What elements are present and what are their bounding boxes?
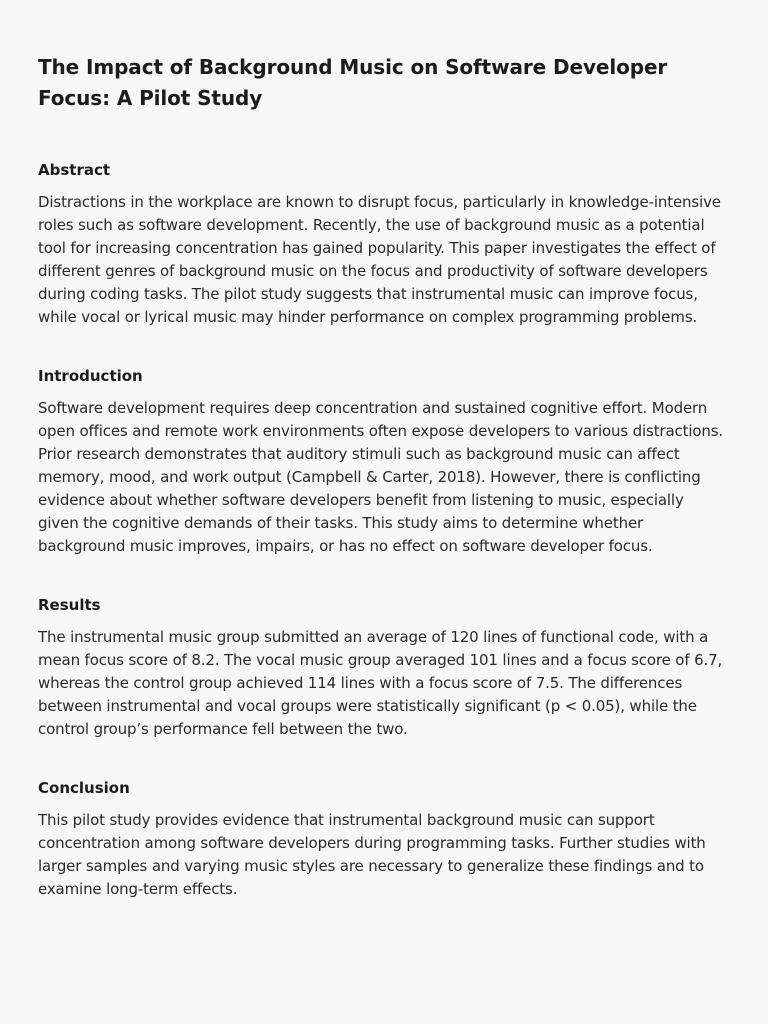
section-results [38, 595, 724, 741]
section-body-conclusion: This pilot study provides evidence that instrumental background music can support concentration among software developers during programming tasks. Further studies with larger samples and varying music styles are necessary to generalize these findings and to examine long-term effects. [38, 811, 706, 898]
section-conclusion [38, 778, 724, 901]
paper-title: The Impact of Background Music on Software Developer Focus: A Pilot Study [38, 55, 668, 110]
section-body-results: The instrumental music group submitted an average of 120 lines of functional code, with a mean focus score of 8.2. The vocal music group averaged 101 lines and a focus score of 6.7, whereas the control group achieved 114 lines with a focus score of 7.5. The differences between instrumental and vocal groups were statistically significant (p < 0.05), while the control group’s performance fell between the two. [38, 628, 723, 738]
section-body-abstract: Distractions in the workplace are known to disrupt focus, particularly in knowledge-intensive roles such as software development. Recently, the use of background music as a potential tool for increasing concentration has gained popularity. This paper investigates the effect of different genres of background music on the focus and productivity of software developers during coding tasks. The pilot study suggests that instrumental music can improve focus, while vocal or lyrical music may hinder performance on complex programming problems. [38, 193, 721, 326]
section-introduction [38, 366, 724, 558]
section-heading-abstract: Abstract [38, 161, 111, 179]
section-heading-results: Results [38, 596, 101, 614]
section-body-introduction: Software development requires deep concentration and sustained cognitive effort. Modern open offices and remote work environments often expose developers to various distractions. Prior research demonstrates that auditory stimuli such as background music can affect memory, mood, and work output (Campbell & Carter, 2018). However, there is conflicting evidence about whether software developers benefit from listening to music, especially given the cognitive demands of their tasks. This study aims to determine whether background music improves, impairs, or has no effect on software developer focus. [38, 399, 724, 555]
section-heading-conclusion: Conclusion [38, 779, 130, 797]
section-heading-introduction: Introduction [38, 367, 143, 385]
section-abstract [38, 160, 724, 329]
